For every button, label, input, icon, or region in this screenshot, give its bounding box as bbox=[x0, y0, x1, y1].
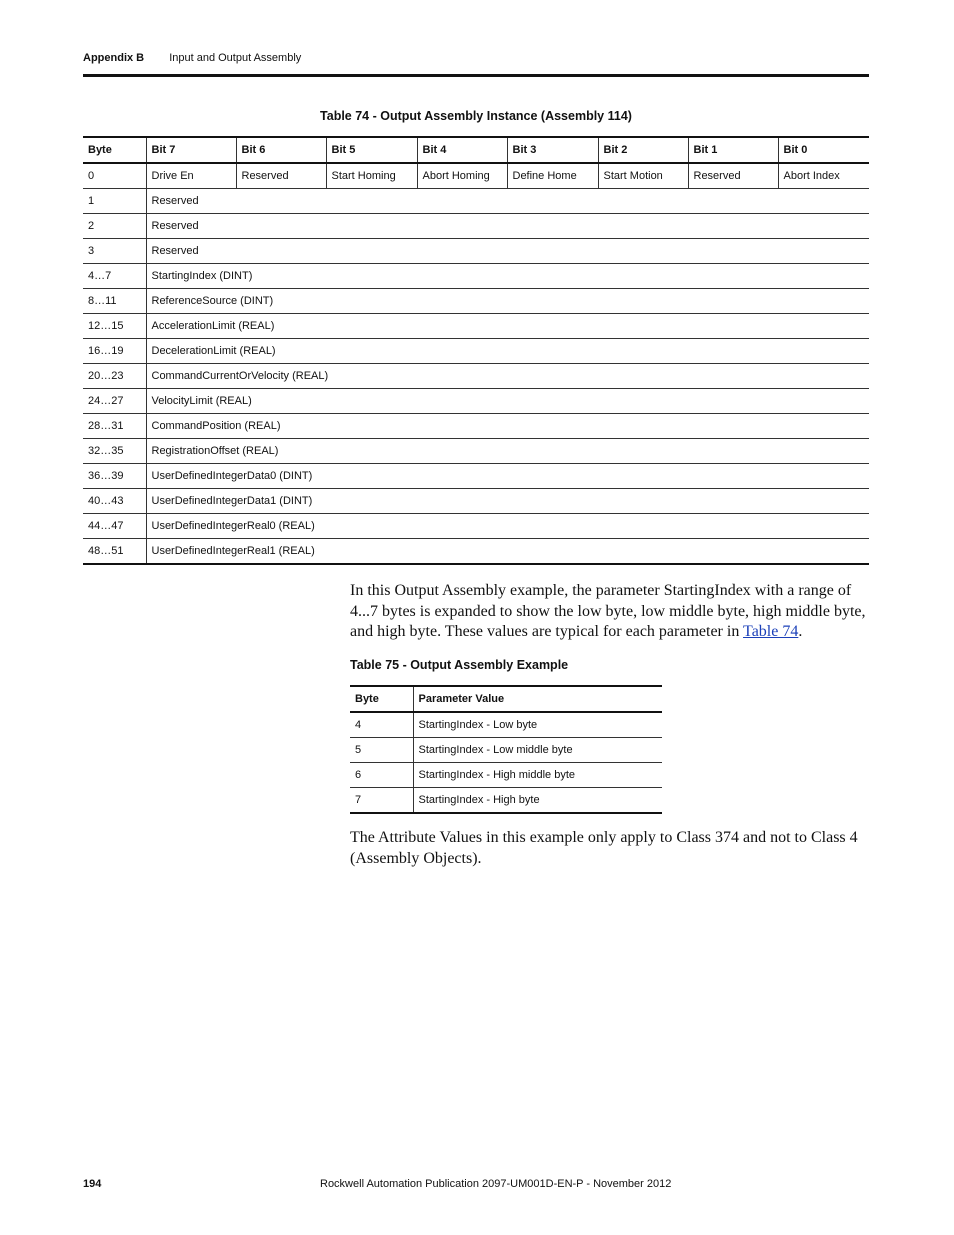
bit-cell: Define Home bbox=[507, 163, 598, 189]
value-cell: StartingIndex - High middle byte bbox=[413, 763, 662, 788]
value-cell: UserDefinedIntegerReal1 (REAL) bbox=[146, 539, 869, 565]
value-cell: CommandPosition (REAL) bbox=[146, 414, 869, 439]
header-rule bbox=[83, 74, 869, 77]
bit-cell: Reserved bbox=[236, 163, 326, 189]
value-cell: UserDefinedIntegerData1 (DINT) bbox=[146, 489, 869, 514]
header-cell: Byte bbox=[350, 686, 413, 712]
value-cell: RegistrationOffset (REAL) bbox=[146, 439, 869, 464]
table-row bbox=[83, 339, 869, 364]
table-header-row bbox=[83, 137, 869, 163]
intro-paragraph bbox=[350, 581, 870, 643]
header-cell: Parameter Value bbox=[413, 686, 662, 712]
table-row bbox=[83, 489, 869, 514]
byte-cell: 24…27 bbox=[83, 389, 146, 414]
page-number: 194 bbox=[83, 1178, 102, 1190]
byte-cell: 2 bbox=[83, 214, 146, 239]
byte-cell: 6 bbox=[350, 763, 413, 788]
byte-cell: 48…51 bbox=[83, 539, 146, 565]
byte-cell: 0 bbox=[83, 163, 146, 189]
section-title: Input and Output Assembly bbox=[169, 52, 302, 64]
value-cell: CommandCurrentOrVelocity (REAL) bbox=[146, 364, 869, 389]
header-cell: Bit 5 bbox=[326, 137, 417, 163]
bit-cell: Abort Index bbox=[778, 163, 869, 189]
byte-cell: 16…19 bbox=[83, 339, 146, 364]
header-cell: Bit 3 bbox=[507, 137, 598, 163]
header-cell: Bit 1 bbox=[688, 137, 778, 163]
byte-cell: 12…15 bbox=[83, 314, 146, 339]
byte-cell: 7 bbox=[350, 788, 413, 814]
table-row bbox=[83, 439, 869, 464]
table-row bbox=[350, 712, 662, 738]
table-row bbox=[83, 314, 869, 339]
table-row bbox=[83, 189, 869, 214]
value-cell: UserDefinedIntegerReal0 (REAL) bbox=[146, 514, 869, 539]
bit-cell: Start Homing bbox=[326, 163, 417, 189]
table-row bbox=[83, 264, 869, 289]
table-row bbox=[83, 414, 869, 439]
paragraph-end: . bbox=[798, 623, 803, 640]
bit-cell: Drive En bbox=[146, 163, 236, 189]
header-cell: Bit 2 bbox=[598, 137, 688, 163]
value-cell: StartingIndex - Low byte bbox=[413, 712, 662, 738]
table-row bbox=[350, 763, 662, 788]
publication-info: Rockwell Automation Publication 2097-UM001D-EN-P - November 2012 bbox=[320, 1178, 672, 1190]
value-cell: UserDefinedIntegerData0 (DINT) bbox=[146, 464, 869, 489]
table-row bbox=[350, 788, 662, 814]
byte-cell: 5 bbox=[350, 738, 413, 763]
value-cell: Reserved bbox=[146, 214, 869, 239]
table74-link[interactable]: Table 74 bbox=[743, 623, 799, 640]
closing-paragraph: The Attribute Values in this example only apply to Class 374 and not to Class 4 (Assembly Objects). bbox=[350, 829, 858, 867]
value-cell: StartingIndex - High byte bbox=[413, 788, 662, 814]
byte-cell: 36…39 bbox=[83, 464, 146, 489]
byte-cell: 3 bbox=[83, 239, 146, 264]
value-cell: AccelerationLimit (REAL) bbox=[146, 314, 869, 339]
table-row bbox=[83, 539, 869, 565]
output-assembly-example-table bbox=[350, 685, 662, 814]
byte-cell: 8…11 bbox=[83, 289, 146, 314]
table-row bbox=[83, 364, 869, 389]
table-header-row bbox=[350, 686, 662, 712]
paragraph-text: In this Output Assembly example, the parameter StartingIndex with a range of 4...7 bytes is expanded to show the low byte, low middle byte, high middle byte, and high byte. These values are typical for each parameter in bbox=[350, 582, 866, 640]
byte-cell: 4…7 bbox=[83, 264, 146, 289]
header-cell: Byte bbox=[83, 137, 146, 163]
value-cell: Reserved bbox=[146, 239, 869, 264]
value-cell: VelocityLimit (REAL) bbox=[146, 389, 869, 414]
header-cell: Bit 4 bbox=[417, 137, 507, 163]
value-cell: DecelerationLimit (REAL) bbox=[146, 339, 869, 364]
table-row bbox=[83, 389, 869, 414]
header-cell: Bit 7 bbox=[146, 137, 236, 163]
table-row bbox=[83, 239, 869, 264]
byte-cell: 1 bbox=[83, 189, 146, 214]
table-row bbox=[350, 738, 662, 763]
byte-cell: 32…35 bbox=[83, 439, 146, 464]
byte-cell: 28…31 bbox=[83, 414, 146, 439]
table75-caption: Table 75 - Output Assembly Example bbox=[350, 658, 569, 672]
value-cell: Reserved bbox=[146, 189, 869, 214]
byte-cell: 4 bbox=[350, 712, 413, 738]
byte-cell: 40…43 bbox=[83, 489, 146, 514]
bit-cell: Abort Homing bbox=[417, 163, 507, 189]
header-cell: Bit 6 bbox=[236, 137, 326, 163]
bit-cell: Reserved bbox=[688, 163, 778, 189]
running-header bbox=[83, 52, 301, 64]
header-cell: Bit 0 bbox=[778, 137, 869, 163]
table-row bbox=[83, 514, 869, 539]
table-row bbox=[83, 214, 869, 239]
appendix-label: Appendix B bbox=[83, 52, 145, 64]
table-row bbox=[83, 289, 869, 314]
output-assembly-table bbox=[83, 136, 869, 565]
value-cell: StartingIndex (DINT) bbox=[146, 264, 869, 289]
table74-caption: Table 74 - Output Assembly Instance (Assembly 114) bbox=[320, 109, 632, 123]
table-row bbox=[83, 464, 869, 489]
table-row bbox=[83, 163, 869, 189]
byte-cell: 20…23 bbox=[83, 364, 146, 389]
value-cell: StartingIndex - Low middle byte bbox=[413, 738, 662, 763]
value-cell: ReferenceSource (DINT) bbox=[146, 289, 869, 314]
bit-cell: Start Motion bbox=[598, 163, 688, 189]
byte-cell: 44…47 bbox=[83, 514, 146, 539]
